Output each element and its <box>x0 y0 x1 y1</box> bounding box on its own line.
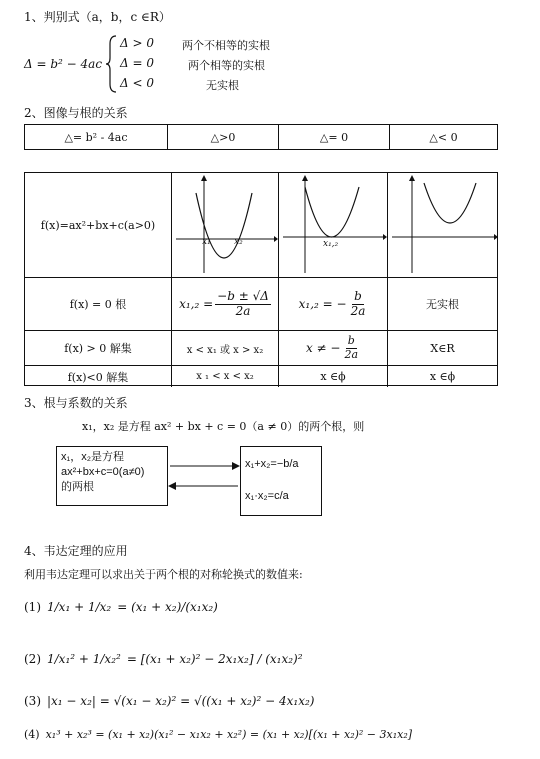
row-lt-label: f(x)<0 解集 <box>25 366 172 387</box>
formula-2 <box>24 652 303 666</box>
vieta-result-box <box>240 446 322 516</box>
root-fraction-num: −b ± √Δ <box>217 289 269 304</box>
row-root-label: f(x) = 0 根 <box>25 278 172 330</box>
formula-4 <box>24 728 412 741</box>
gt-double-fraction <box>342 335 360 360</box>
formula-4-text: x₁³ + x₂³ = (x₁ + x₂)(x₁² − x₁x₂ + x₂²) = (x₁ + x₂)[(x₁ + x₂)² − 3x₁x₂] <box>45 728 413 741</box>
root-fraction-den: 2a <box>235 303 251 318</box>
table-row <box>25 366 497 387</box>
section4-title: 4、韦达定理的应用 <box>24 544 128 558</box>
case-desc-gt: 两个不相等的实根 <box>182 39 270 52</box>
header-table <box>24 124 498 150</box>
roots-condition-box <box>56 446 168 506</box>
graph-double-root <box>279 173 388 277</box>
double-root-fraction <box>349 290 368 317</box>
discriminant-lhs: Δ = b² − 4ac <box>24 57 103 71</box>
header-lt: △< 0 <box>429 130 458 144</box>
gt-solution-two-roots: x < x₁ 或 x > x₂ <box>172 331 279 365</box>
double-root-formula <box>279 278 388 330</box>
double-arrow <box>168 456 240 496</box>
formula-2-number: (2) <box>24 652 41 666</box>
lt-solution-double-root: x ∈ϕ <box>279 366 388 387</box>
formula-1 <box>24 600 218 614</box>
lt-solution-no-root: x ∈ϕ <box>429 370 456 383</box>
function-label: f(x)=ax²+bx+c(a>0) <box>25 173 172 277</box>
case-desc-eq: 两个相等的实根 <box>188 59 265 72</box>
double-root-lhs: x₁,₂ = − <box>298 297 347 311</box>
header-discriminant: △= b² - 4ac <box>25 125 168 149</box>
section4-description: 利用韦达定理可以求出关于两个根的对称轮换式的数值来: <box>24 568 303 581</box>
section2-title: 2、图像与根的关系 <box>24 106 128 120</box>
graph-two-roots <box>172 173 279 277</box>
section3-title: 3、根与系数的关系 <box>24 396 128 410</box>
formula-1-rhs: = (x₁ + x₂)/(x₁x₂) <box>117 600 218 614</box>
table-row <box>25 173 497 278</box>
section1-title: 1、判别式（a，b，c ∈R） <box>24 10 171 24</box>
lt-solution-two-roots: x ₁ < x < x₂ <box>172 366 279 387</box>
condition-line-1: x₁，x₂是方程 <box>61 451 124 463</box>
double-root-den: 2a <box>350 303 366 318</box>
double-root-num: b <box>354 289 362 304</box>
root-table <box>24 172 498 386</box>
no-real-root: 无实根 <box>426 298 459 311</box>
case-cond-gt: Δ > 0 <box>120 36 154 50</box>
vieta-product: x₁·x₂=c/a <box>245 490 289 502</box>
gt-solution-double-root <box>279 331 388 365</box>
case-cond-lt: Δ < 0 <box>120 76 154 90</box>
formula-4-number: (4) <box>24 728 40 741</box>
gt-solution-no-root: X∈R <box>430 341 455 355</box>
formula-3-number: (3) <box>24 694 41 708</box>
vieta-sum: x₁+x₂=−b/a <box>245 458 299 470</box>
case-cond-eq: Δ = 0 <box>120 56 154 70</box>
formula-2-rhs: = [(x₁ + x₂)² − 2x₁x₂] / (x₁x₂)² <box>126 652 303 666</box>
formula-1-lhs: 1/x₁ + 1/x₂ <box>47 600 112 614</box>
root-x1-label: x₁ <box>202 237 211 247</box>
section3-description: x₁，x₂ 是方程 ax² + bx + c = 0（a ≠ 0）的两个根，则 <box>82 420 365 433</box>
graph-no-root <box>388 173 497 277</box>
header-eq: △= 0 <box>279 125 390 149</box>
formula-3-text: |x₁ − x₂| = √(x₁ − x₂)² = √((x₁ + x₂)² − 4x₁x₂) <box>47 694 315 708</box>
root-formula <box>172 278 279 330</box>
table-row <box>25 278 497 331</box>
left-brace <box>106 34 118 94</box>
formula-3 <box>24 694 314 708</box>
formula-1-number: (1) <box>24 600 41 614</box>
row-gt-label: f(x) > 0 解集 <box>25 331 172 365</box>
condition-line-3: 的两根 <box>61 481 94 493</box>
root-x12-label: x₁,₂ <box>323 239 339 249</box>
gt-double-lhs: x ≠ − <box>305 341 341 355</box>
condition-line-2: ax²+bx+c=0(a≠0) <box>61 466 145 478</box>
header-gt: △>0 <box>168 125 279 149</box>
case-desc-lt: 无实根 <box>206 79 239 92</box>
root-fraction <box>215 290 271 317</box>
root-x2-label: x₂ <box>234 237 243 247</box>
root-formula-lhs: x₁,₂ = <box>179 297 214 311</box>
gt-double-num: b <box>347 334 355 348</box>
formula-2-lhs: 1/x₁² + 1/x₂² <box>47 652 121 666</box>
gt-double-den: 2a <box>344 347 359 361</box>
table-row <box>25 331 497 366</box>
